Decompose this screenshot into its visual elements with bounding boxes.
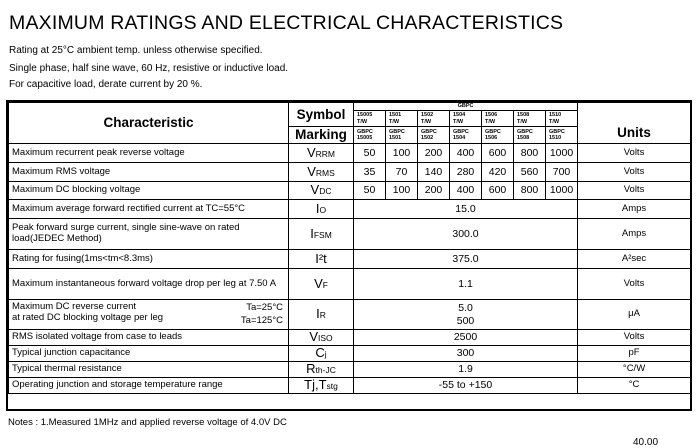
unit-cell: Amps [578,219,691,250]
characteristic-cell: Peak forward surge current, single sine-wave on rated load(JEDEC Method) [9,219,289,250]
value-cell: 200 [418,144,450,163]
unit-cell: °C [578,377,691,393]
symbol-cell: VF [289,269,354,300]
value-cell: 300.0 [354,219,578,250]
value-cell: 400 [450,182,482,200]
value-cell: 15.0 [354,200,578,219]
value-cell: 375.0 [354,250,578,269]
page-corner-label: 40.00 [633,437,659,448]
symbol-cell: Cj [289,345,354,361]
characteristic-cell: Typical junction capacitance [9,345,289,361]
value-cell: 600 [482,182,514,200]
unit-cell: Volts [578,330,691,346]
characteristic-cell: Typical thermal resistance [9,361,289,377]
marking-header-cell: GBPC 15005 [354,127,386,144]
symbol-cell: IO [289,200,354,219]
value-cell: 70 [386,163,418,182]
symbol-cell: VRRM [289,144,354,163]
value-cell: 100 [386,144,418,163]
value-cell: 400 [450,144,482,163]
header-characteristic: Characteristic [9,103,289,144]
value-cell: 1000 [546,144,578,163]
symbol-cell: VRMS [289,163,354,182]
header-marking: Marking [289,127,354,144]
characteristic-cell: Maximum DC blocking voltage [9,182,289,200]
value-cell: 2500 [354,330,578,346]
symbol-cell: Tj,Tstg [289,377,354,393]
model-header-cell: 1502 T/W [418,111,450,127]
unit-cell: °C/W [578,361,691,377]
unit-cell: A²sec [578,250,691,269]
table-row [9,182,691,200]
table-row [9,144,691,163]
notes: Notes : 1.Measured 1MHz and applied reverse voltage of 4.0V DC [8,417,287,428]
symbol-cell: VDC [289,182,354,200]
characteristic-cell: Maximum RMS voltage [9,163,289,182]
symbol-cell: VISO [289,330,354,346]
value-cell: 140 [418,163,450,182]
value-cell: 1000 [546,182,578,200]
table-row [9,269,691,300]
characteristic-cell: Maximum average forward rectified current at TC=55°C [9,200,289,219]
characteristic-cell: Maximum recurrent peak reverse voltage [9,144,289,163]
model-header-cell: 1508 T/W [514,111,546,127]
condition-line: Single phase, half sine wave, 60 Hz, resistive or inductive load. [9,63,289,74]
header-units: Units [578,103,691,144]
table-row [9,377,691,393]
unit-cell: Volts [578,269,691,300]
unit-cell: pF [578,345,691,361]
characteristic-cell: Rating for fusing(1ms<tm<8.3ms) [9,250,289,269]
marking-header-cell: GBPC 1502 [418,127,450,144]
value-cell: 5.0 500 [354,300,578,330]
characteristic-cell: RMS isolated voltage from case to leads [9,330,289,346]
page-title: MAXIMUM RATINGS AND ELECTRICAL CHARACTERISTICS [9,12,564,34]
table-row [9,330,691,346]
value-cell: 50 [354,144,386,163]
value-cell: 50 [354,182,386,200]
table-row [9,300,691,330]
model-header-cell: 1506 T/W [482,111,514,127]
value-cell: -55 to +150 [354,377,578,393]
value-cell: 200 [418,182,450,200]
unit-cell: Volts [578,144,691,163]
characteristic-cell: Operating junction and storage temperature range [9,377,289,393]
value-cell: 100 [386,182,418,200]
value-cell: 700 [546,163,578,182]
symbol-cell: Rth-JC [289,361,354,377]
marking-header-cell: GBPC 1508 [514,127,546,144]
unit-cell: Volts [578,182,691,200]
symbol-cell: IR [289,300,354,330]
model-header-cell: 1510 T/W [546,111,578,127]
ratings-table [8,102,691,394]
value-cell: 560 [514,163,546,182]
value-cell: 600 [482,144,514,163]
value-cell: 800 [514,144,546,163]
temperature-condition: Ta=25°C Ta=125°C [240,302,283,326]
marking-header-cell: GBPC 1506 [482,127,514,144]
table-row [9,345,691,361]
header-symbol: Symbol [289,103,354,127]
marking-header-cell: GBPC 1504 [450,127,482,144]
unit-cell: μA [578,300,691,330]
value-cell: 280 [450,163,482,182]
marking-header-cell: GBPC 1501 [386,127,418,144]
header-series: GBPC [354,103,578,111]
value-cell: 300 [354,345,578,361]
value-cell: 1.1 [354,269,578,300]
characteristic-cell: Ta=25°C Ta=125°C Maximum DC reverse current at rated DC blocking voltage per leg [9,300,289,330]
model-header-cell: 1501 T/W [386,111,418,127]
table-row [9,163,691,182]
table-row [9,200,691,219]
marking-header-cell: GBPC 1510 [546,127,578,144]
symbol-cell: IFSM [289,219,354,250]
value-cell: 800 [514,182,546,200]
table-row [9,219,691,250]
value-cell: 35 [354,163,386,182]
value-cell: 420 [482,163,514,182]
table-row [9,250,691,269]
unit-cell: Volts [578,163,691,182]
value-cell: 1.9 [354,361,578,377]
characteristic-cell: Maximum instantaneous forward voltage drop per leg at 7.50 A [9,269,289,300]
symbol-cell: I²t [289,250,354,269]
condition-line: For capacitive load, derate current by 20 %. [9,79,203,90]
condition-line: Rating at 25°C ambient temp. unless otherwise specified. [9,45,263,56]
model-header-cell: 15005 T/W [354,111,386,127]
table-row [9,361,691,377]
model-header-cell: 1504 T/W [450,111,482,127]
unit-cell: Amps [578,200,691,219]
